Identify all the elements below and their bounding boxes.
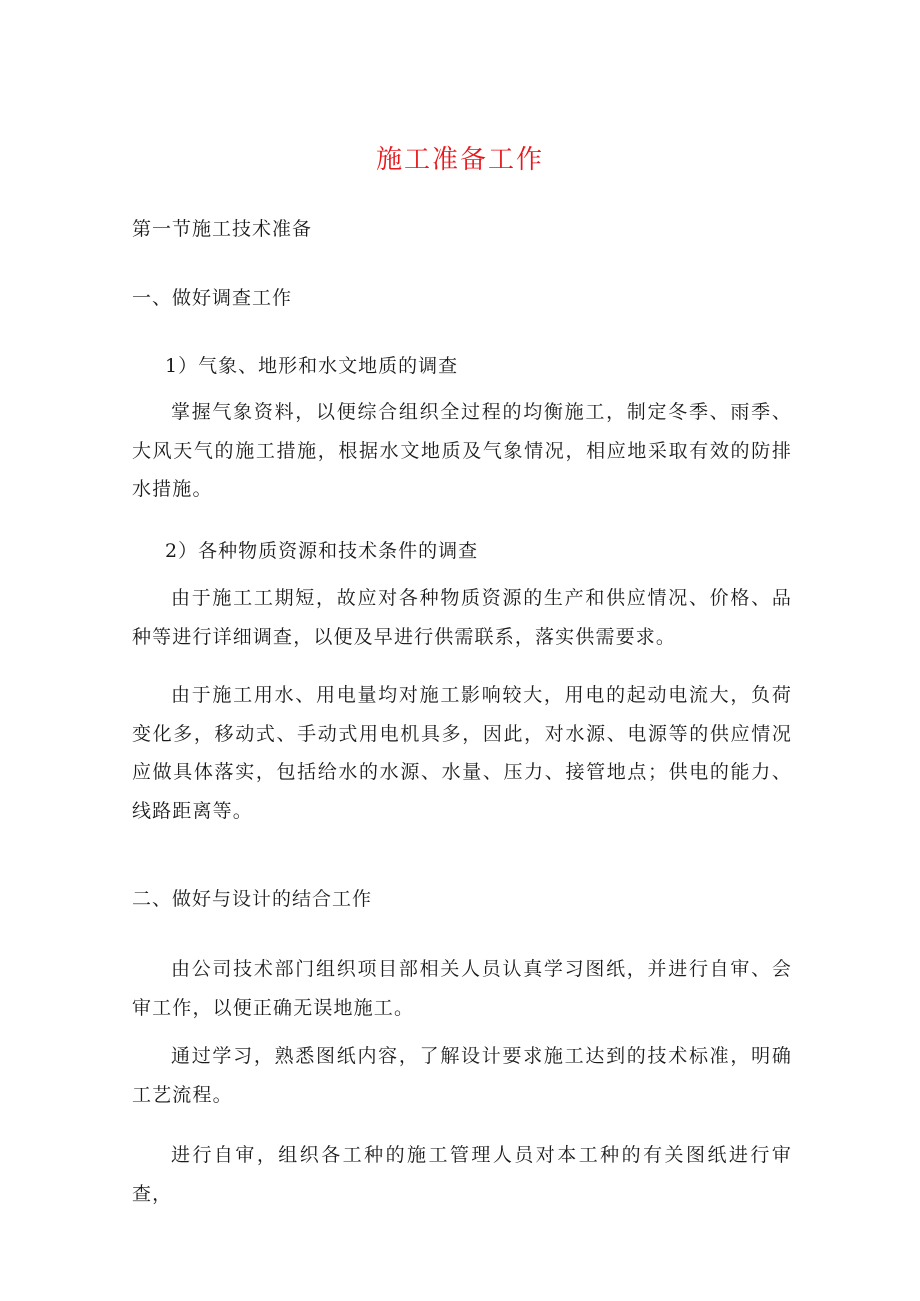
subheading-weather: 1）气象、地形和水文地质的调查 [165, 355, 459, 377]
paragraph-learning: 通过学习，熟悉图纸内容，了解设计要求施工达到的技术标准，明确工艺流程。 [132, 1045, 792, 1106]
subheading-resources: 2）各种物质资源和技术条件的调查 [165, 540, 479, 562]
paragraph-self-review: 进行自审，组织各工种的施工管理人员对本工种的有关图纸进行审查， [132, 1144, 792, 1205]
document-title: 施工准备工作 [375, 145, 544, 175]
paragraph-weather: 掌握气象资料，以便综合组织全过程的均衡施工，制定冬季、雨季、大风天气的施工措施，根据水文地质及气象情况，相应地采取有效的防排水措施。 [132, 401, 792, 500]
paragraph-water-power: 由于施工用水、用电量均对施工影响较大，用电的起动电流大，负荷变化多，移动式、手动式用电机具多，因此，对水源、电源等的供应情况应做具体落实，包括给水的水源、水量、压力、接管地点；供电的能力、线路距离等。 [132, 684, 792, 822]
paragraph-resources: 由于施工工期短，故应对各种物质资源的生产和供应情况、价格、品种等进行详细调查，以便及早进行供需联系，落实供需要求。 [132, 587, 792, 648]
heading-design: 二、做好与设计的结合工作 [132, 888, 373, 910]
paragraph-study: 由公司技术部门组织项目部相关人员认真学习图纸，并进行自审、会审工作，以便正确无误地施工。 [132, 958, 792, 1019]
heading-survey: 一、做好调查工作 [132, 287, 293, 309]
section-heading: 第一节施工技术准备 [132, 218, 313, 240]
